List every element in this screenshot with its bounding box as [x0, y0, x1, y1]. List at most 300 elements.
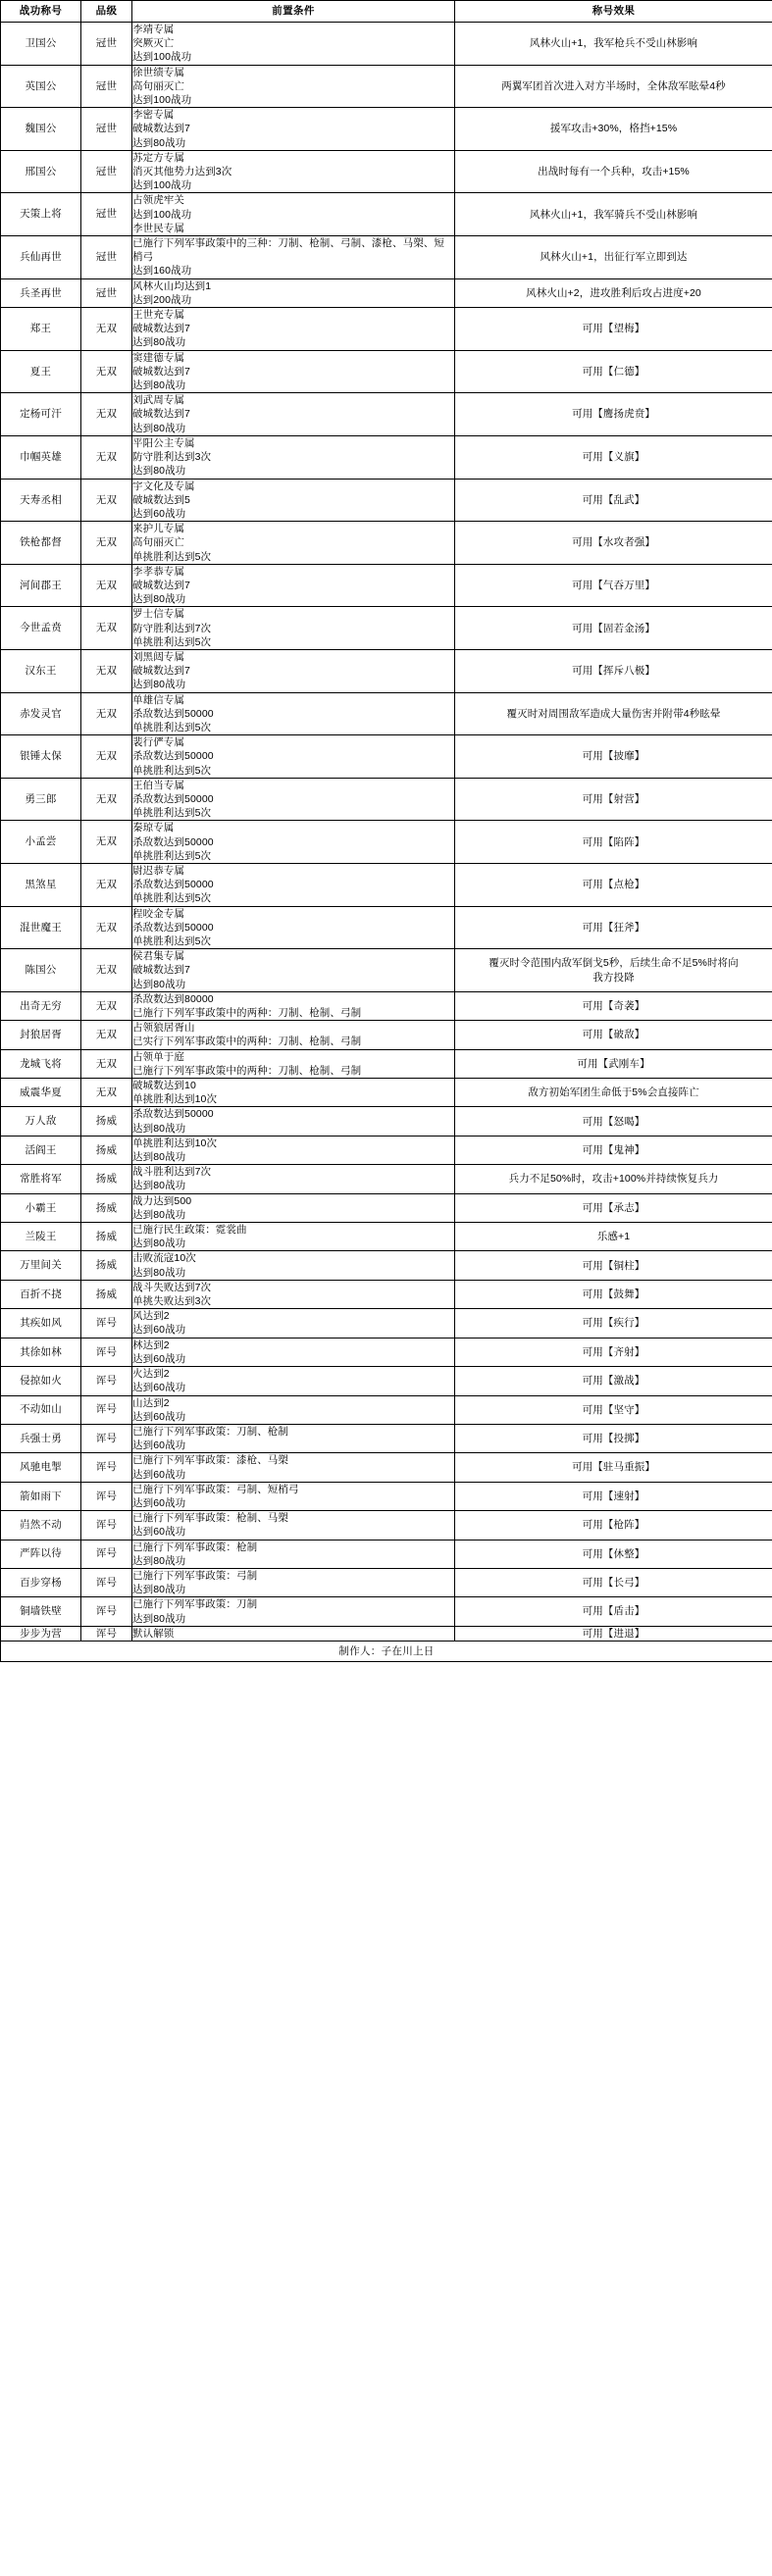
condition-line: 达到80战功: [132, 379, 186, 392]
cell-grade: 诨号: [81, 1482, 132, 1510]
cell-conditions: [132, 649, 455, 692]
condition-line: 破城数达到7: [132, 123, 190, 135]
cell-conditions: [132, 435, 455, 479]
condition-line: 风林火山均达到1: [132, 279, 212, 292]
condition-line: 火达到2: [132, 1368, 170, 1381]
cell-title-name: 卫国公: [1, 23, 81, 66]
cell-title-name: 铜墙铁壁: [1, 1597, 81, 1626]
effect-line: 可用【固若金汤】: [572, 622, 655, 634]
cell-conditions: [132, 108, 455, 151]
cell-effect: [455, 350, 772, 393]
cell-title-name: 赤发灵官: [1, 692, 81, 735]
cell-grade: 扬威: [81, 1193, 132, 1222]
effect-line: 敌方初始军团生命低于5%会直接阵亡: [528, 1086, 699, 1099]
cell-effect: [455, 1424, 772, 1452]
cell-effect: [455, 564, 772, 607]
cell-conditions: [132, 236, 455, 279]
condition-line: 达到80战功: [132, 593, 186, 606]
cell-grade: 诨号: [81, 1309, 132, 1338]
cell-title-name: 小霸王: [1, 1193, 81, 1222]
effect-line: 可用【长弓】: [582, 1577, 645, 1590]
effect-line: 风林火山+1，我军枪兵不受山林影响: [529, 37, 698, 50]
table-row: [1, 821, 772, 864]
cell-conditions: [132, 1511, 455, 1540]
cell-grade: 诨号: [81, 1395, 132, 1424]
effect-line: 可用【水攻者强】: [572, 536, 655, 549]
cell-grade: 冠世: [81, 278, 132, 307]
cell-conditions: [132, 522, 455, 565]
cell-title-name: 其徐如林: [1, 1338, 81, 1366]
cell-grade: 无双: [81, 393, 132, 436]
table-row: [1, 735, 772, 779]
table-row: [1, 1049, 772, 1078]
condition-line: 单挑胜利达到5次: [132, 721, 212, 733]
effect-line: 兵力不足50%时，攻击+100%并持续恢复兵力: [508, 1173, 719, 1186]
condition-line: 窦建德专属: [132, 351, 184, 364]
condition-line: 王伯当专属: [132, 779, 184, 791]
table-row: [1, 1280, 772, 1308]
cell-conditions: [132, 150, 455, 193]
table-row: [1, 1626, 772, 1641]
cell-title-name: 英国公: [1, 65, 81, 108]
condition-line: 尉迟恭专属: [132, 864, 184, 877]
condition-line: 达到80战功: [132, 1584, 186, 1596]
cell-grade: 无双: [81, 778, 132, 821]
table-row: [1, 522, 772, 565]
effect-line: 可用【乱武】: [582, 493, 645, 506]
condition-line: 破城数达到10: [132, 1080, 196, 1092]
cell-title-name: 天策上将: [1, 193, 81, 236]
condition-line: 达到100战功: [132, 208, 192, 221]
condition-line: 达到60战功: [132, 1324, 186, 1337]
condition-line: 击败流寇10次: [132, 1252, 196, 1265]
condition-line: 山达到2: [132, 1396, 170, 1409]
cell-title-name: 天寿丞相: [1, 479, 81, 522]
condition-line: 杀敌数达到50000: [132, 921, 214, 934]
condition-line: 达到80战功: [132, 465, 186, 478]
condition-line: 已施行下列军事政策：刀制: [132, 1598, 258, 1611]
column-header-effect: 称号效果: [455, 1, 772, 23]
effect-line: 可用【狂斧】: [582, 921, 645, 934]
cell-conditions: [132, 1309, 455, 1338]
effect-line: 可用【坚守】: [582, 1403, 645, 1416]
cell-title-name: 陈国公: [1, 949, 81, 992]
cell-effect: [455, 1223, 772, 1251]
table-row: [1, 1511, 772, 1540]
effect-line: 可用【气吞万里】: [572, 579, 655, 591]
column-header-condition: 前置条件: [132, 1, 455, 23]
cell-effect: [455, 1107, 772, 1136]
condition-line: 达到80战功: [132, 1554, 186, 1567]
cell-conditions: [132, 564, 455, 607]
condition-line: 达到60战功: [132, 1496, 186, 1509]
cell-conditions: [132, 607, 455, 650]
cell-conditions: [132, 278, 455, 307]
condition-line: 杀敌数达到50000: [132, 792, 214, 805]
cell-effect: [455, 949, 772, 992]
cell-conditions: [132, 1367, 455, 1395]
cell-effect: [455, 607, 772, 650]
condition-line: 达到80战功: [132, 336, 186, 349]
table-row: [1, 607, 772, 650]
condition-line: 李靖专属: [132, 24, 175, 35]
cell-title-name: 百步穿杨: [1, 1568, 81, 1596]
cell-grade: 诨号: [81, 1626, 132, 1641]
condition-line: 达到60战功: [132, 507, 186, 520]
cell-effect: [455, 1021, 772, 1049]
condition-line: 防守胜利达到7次: [132, 622, 212, 634]
cell-grade: 无双: [81, 435, 132, 479]
effect-line: 可用【进退】: [582, 1627, 645, 1640]
cell-grade: 诨号: [81, 1568, 132, 1596]
cell-conditions: [132, 1136, 455, 1164]
cell-effect: [455, 1136, 772, 1164]
cell-grade: 诨号: [81, 1453, 132, 1482]
condition-line: 单挑胜利达到5次: [132, 935, 212, 947]
cell-effect: [455, 1367, 772, 1395]
condition-line: 达到200战功: [132, 293, 192, 306]
condition-line: 单挑胜利达到10次: [132, 1136, 218, 1149]
cell-title-name: 其疾如风: [1, 1309, 81, 1338]
cell-effect: [455, 150, 772, 193]
cell-effect: [455, 522, 772, 565]
condition-line: 李孝恭专属: [132, 565, 184, 578]
table-row: [1, 1597, 772, 1626]
table-row: [1, 649, 772, 692]
condition-line: 高句丽灭亡: [132, 536, 184, 549]
cell-title-name: 万里间关: [1, 1251, 81, 1280]
effect-line: 可用【激战】: [582, 1375, 645, 1388]
condition-line: 已施行下列军事政策：弓制、短梢弓: [132, 1483, 299, 1495]
effect-line: 可用【齐射】: [582, 1345, 645, 1358]
condition-line: 已施行下列军事政策中的三种：刀制、枪制、弓制、漆枪、马槊、短梢弓: [132, 237, 444, 264]
cell-effect: [455, 193, 772, 236]
table-footer: [1, 1641, 772, 1662]
cell-title-name: 龙城飞将: [1, 1049, 81, 1078]
effect-line: 援军攻击+30%，格挡+15%: [549, 123, 678, 135]
effect-line: 风林火山+2，进攻胜利后攻占进度+20: [526, 286, 701, 299]
condition-line: 单挑胜利达到10次: [132, 1093, 218, 1106]
cell-effect: [455, 1309, 772, 1338]
condition-line: 破城数达到7: [132, 964, 190, 977]
effect-line: 可用【鼓舞】: [582, 1288, 645, 1300]
condition-line: 突厥灭亡: [132, 37, 175, 50]
effect-line: 可用【奇袭】: [582, 999, 645, 1012]
condition-line: 程咬金专属: [132, 907, 184, 920]
cell-conditions: [132, 1597, 455, 1626]
table-row: [1, 236, 772, 279]
cell-conditions: [132, 1568, 455, 1596]
cell-grade: 扬威: [81, 1223, 132, 1251]
table-row: [1, 1568, 772, 1596]
cell-effect: [455, 1049, 772, 1078]
cell-title-name: 巾帼英雄: [1, 435, 81, 479]
cell-title-name: 不动如山: [1, 1395, 81, 1424]
condition-line: 破城数达到5: [132, 493, 190, 506]
condition-line: 风达到2: [132, 1310, 170, 1323]
cell-conditions: [132, 1280, 455, 1308]
cell-conditions: [132, 1453, 455, 1482]
condition-line: 达到100战功: [132, 94, 192, 107]
condition-line: 杀敌数达到50000: [132, 707, 214, 720]
condition-line: 破城数达到7: [132, 579, 190, 591]
cell-grade: 无双: [81, 649, 132, 692]
header-row: [1, 1, 772, 23]
condition-line: 达到80战功: [132, 1266, 186, 1279]
cell-grade: 冠世: [81, 193, 132, 236]
condition-line: 杀敌数达到50000: [132, 750, 214, 763]
cell-grade: 无双: [81, 949, 132, 992]
cell-effect: [455, 1568, 772, 1596]
table-row: [1, 393, 772, 436]
cell-conditions: [132, 1338, 455, 1366]
cell-effect: [455, 906, 772, 949]
condition-line: 已施行下列军事政策：漆枪、马槊: [132, 1454, 288, 1467]
condition-line: 达到80战功: [132, 978, 186, 990]
condition-line: 单挑胜利达到5次: [132, 550, 212, 563]
condition-line: 单挑胜利达到5次: [132, 764, 212, 777]
condition-line: 达到80战功: [132, 1122, 186, 1135]
condition-line: 杀敌数达到50000: [132, 835, 214, 848]
effect-line: 可用【怒喝】: [582, 1115, 645, 1128]
condition-line: 达到80战功: [132, 1612, 186, 1625]
table-row: [1, 1223, 772, 1251]
condition-line: 杀敌数达到80000: [132, 992, 214, 1005]
condition-line: 高句丽灭亡: [132, 79, 184, 92]
cell-grade: 冠世: [81, 236, 132, 279]
condition-line: 达到60战功: [132, 1440, 186, 1452]
condition-line: 刘黑闼专属: [132, 650, 184, 663]
cell-grade: 无双: [81, 308, 132, 351]
condition-line: 已施行民生政策：霓裳曲: [132, 1224, 247, 1237]
cell-effect: [455, 649, 772, 692]
condition-line: 消灭其他势力达到3次: [132, 166, 232, 178]
table-row: [1, 1136, 772, 1164]
effect-line: 可用【点枪】: [582, 879, 645, 891]
effect-line: 可用【休整】: [582, 1547, 645, 1560]
cell-effect: [455, 821, 772, 864]
cell-conditions: [132, 1021, 455, 1049]
condition-line: 单挑胜利达到5次: [132, 807, 212, 820]
cell-title-name: 勇三郎: [1, 778, 81, 821]
table-row: [1, 564, 772, 607]
table-row: [1, 278, 772, 307]
table-row: [1, 863, 772, 906]
cell-effect: [455, 778, 772, 821]
cell-grade: 无双: [81, 735, 132, 779]
credit-text: 制作人：子在川上日: [1, 1641, 772, 1662]
table-row: [1, 108, 772, 151]
cell-title-name: 混世魔王: [1, 906, 81, 949]
cell-conditions: [132, 1165, 455, 1193]
cell-title-name: 黑煞星: [1, 863, 81, 906]
cell-grade: 冠世: [81, 23, 132, 66]
cell-conditions: [132, 23, 455, 66]
condition-line: 破城数达到7: [132, 408, 190, 421]
cell-grade: 无双: [81, 906, 132, 949]
cell-effect: [455, 65, 772, 108]
condition-line: 达到80战功: [132, 1151, 186, 1164]
cell-grade: 无双: [81, 479, 132, 522]
effect-line: 可用【义旗】: [582, 451, 645, 464]
condition-line: 罗士信专属: [132, 608, 184, 621]
cell-title-name: 出奇无穷: [1, 991, 81, 1020]
cell-title-name: 封狼居胥: [1, 1021, 81, 1049]
condition-line: 徐世绩专属: [132, 66, 184, 78]
cell-effect: [455, 735, 772, 779]
condition-line: 达到80战功: [132, 1180, 186, 1192]
cell-conditions: [132, 479, 455, 522]
table-row: [1, 1367, 772, 1395]
cell-effect: [455, 1626, 772, 1641]
effect-line: 可用【速射】: [582, 1490, 645, 1502]
cell-title-name: 邢国公: [1, 150, 81, 193]
cell-effect: [455, 1482, 772, 1510]
cell-title-name: 夏王: [1, 350, 81, 393]
condition-line: 战斗失败达到7次: [132, 1281, 212, 1293]
table-row: [1, 1107, 772, 1136]
condition-line: 单挑胜利达到5次: [132, 892, 212, 905]
condition-line: 来护儿专属: [132, 523, 184, 535]
condition-line: 已施行下列军事政策：枪制: [132, 1541, 258, 1553]
cell-conditions: [132, 193, 455, 236]
condition-line: 平阳公主专属: [132, 436, 195, 449]
cell-effect: [455, 1338, 772, 1366]
effect-line: 可用【望梅】: [582, 323, 645, 335]
column-header-grade: 品级: [81, 1, 132, 23]
condition-line: 林达到2: [132, 1339, 170, 1351]
condition-line: 李世民专属: [132, 222, 184, 234]
cell-grade: 无双: [81, 991, 132, 1020]
condition-line: 达到60战功: [132, 1352, 186, 1365]
cell-title-name: 银锤太保: [1, 735, 81, 779]
cell-title-name: 风驰电掣: [1, 1453, 81, 1482]
cell-effect: [455, 479, 772, 522]
cell-grade: 诨号: [81, 1597, 132, 1626]
cell-effect: [455, 435, 772, 479]
cell-title-name: 岿然不动: [1, 1511, 81, 1540]
cell-title-name: 兰陵王: [1, 1223, 81, 1251]
cell-grade: 无双: [81, 821, 132, 864]
cell-conditions: [132, 1424, 455, 1452]
table-row: [1, 1079, 772, 1107]
table-row: [1, 1338, 772, 1366]
cell-title-name: 郑王: [1, 308, 81, 351]
condition-line: 杀敌数达到50000: [132, 1108, 214, 1121]
cell-conditions: [132, 1049, 455, 1078]
effect-line: 可用【鹰扬虎贲】: [572, 408, 655, 421]
cell-conditions: [132, 863, 455, 906]
cell-grade: 诨号: [81, 1540, 132, 1568]
table-row: [1, 350, 772, 393]
table-row: [1, 906, 772, 949]
condition-line: 杀敌数达到50000: [132, 879, 214, 891]
cell-title-name: 百折不挠: [1, 1280, 81, 1308]
cell-grade: 诨号: [81, 1424, 132, 1452]
column-header-title-name: 战功称号: [1, 1, 81, 23]
cell-effect: [455, 278, 772, 307]
table-row: [1, 1424, 772, 1452]
effect-line: 风林火山+1，出征行军立即到达: [540, 251, 688, 264]
cell-title-name: 常胜将军: [1, 1165, 81, 1193]
table-row: [1, 949, 772, 992]
cell-effect: [455, 236, 772, 279]
condition-line: 侯君集专属: [132, 950, 184, 963]
cell-title-name: 活阎王: [1, 1136, 81, 1164]
cell-effect: [455, 863, 772, 906]
cell-title-name: 箭如雨下: [1, 1482, 81, 1510]
cell-title-name: 兵圣再世: [1, 278, 81, 307]
condition-line: 单挑胜利达到5次: [132, 635, 212, 648]
cell-grade: 扬威: [81, 1165, 132, 1193]
table-header: [1, 1, 772, 23]
cell-conditions: [132, 991, 455, 1020]
cell-effect: [455, 1540, 772, 1568]
effect-line: 可用【枪阵】: [582, 1519, 645, 1532]
condition-line: 达到100战功: [132, 51, 192, 64]
cell-conditions: [132, 1223, 455, 1251]
table-row: [1, 778, 772, 821]
cell-conditions: [132, 1107, 455, 1136]
cell-grade: 扬威: [81, 1136, 132, 1164]
table-row: [1, 23, 772, 66]
condition-line: 单雄信专属: [132, 693, 184, 706]
cell-effect: [455, 1597, 772, 1626]
condition-line: 默认解锁: [132, 1627, 175, 1640]
cell-title-name: 河间郡王: [1, 564, 81, 607]
cell-title-name: 侵掠如火: [1, 1367, 81, 1395]
cell-conditions: [132, 1251, 455, 1280]
cell-grade: 无双: [81, 522, 132, 565]
table-row: [1, 1540, 772, 1568]
table-row: [1, 308, 772, 351]
condition-line: 达到60战功: [132, 1526, 186, 1539]
cell-effect: [455, 393, 772, 436]
condition-line: 占领单于庭: [132, 1050, 184, 1063]
condition-line: 已施行下列军事政策中的两种：刀制、枪制、弓制: [132, 1007, 362, 1020]
table-body: [1, 23, 772, 1642]
cell-grade: 扬威: [81, 1280, 132, 1308]
cell-conditions: [132, 1193, 455, 1222]
cell-grade: 无双: [81, 350, 132, 393]
condition-line: 王世充专属: [132, 309, 184, 322]
cell-effect: [455, 1280, 772, 1308]
cell-conditions: [132, 1482, 455, 1510]
cell-title-name: 铁枪都督: [1, 522, 81, 565]
effect-line: 风林火山+1，我军骑兵不受山林影响: [529, 208, 698, 221]
cell-effect: [455, 1193, 772, 1222]
effect-line: 可用【铜柱】: [582, 1259, 645, 1272]
table-row: [1, 1021, 772, 1049]
condition-line: 破城数达到7: [132, 365, 190, 378]
condition-line: 达到60战功: [132, 1410, 186, 1423]
cell-title-name: 兵仙再世: [1, 236, 81, 279]
table-row: [1, 692, 772, 735]
effect-line: 可用【挥斥八极】: [572, 665, 655, 678]
cell-grade: 扬威: [81, 1107, 132, 1136]
cell-effect: [455, 1395, 772, 1424]
cell-title-name: 汉东王: [1, 649, 81, 692]
cell-conditions: [132, 393, 455, 436]
condition-line: 已施行下列军事政策：枪制、马槊: [132, 1512, 288, 1525]
condition-line: 占领狼居胥山: [132, 1022, 195, 1035]
condition-line: 李密专属: [132, 109, 175, 122]
table-row: [1, 65, 772, 108]
condition-line: 达到100战功: [132, 179, 192, 192]
cell-title-name: 定杨可汗: [1, 393, 81, 436]
effect-line: 可用【射营】: [582, 792, 645, 805]
cell-effect: [455, 308, 772, 351]
